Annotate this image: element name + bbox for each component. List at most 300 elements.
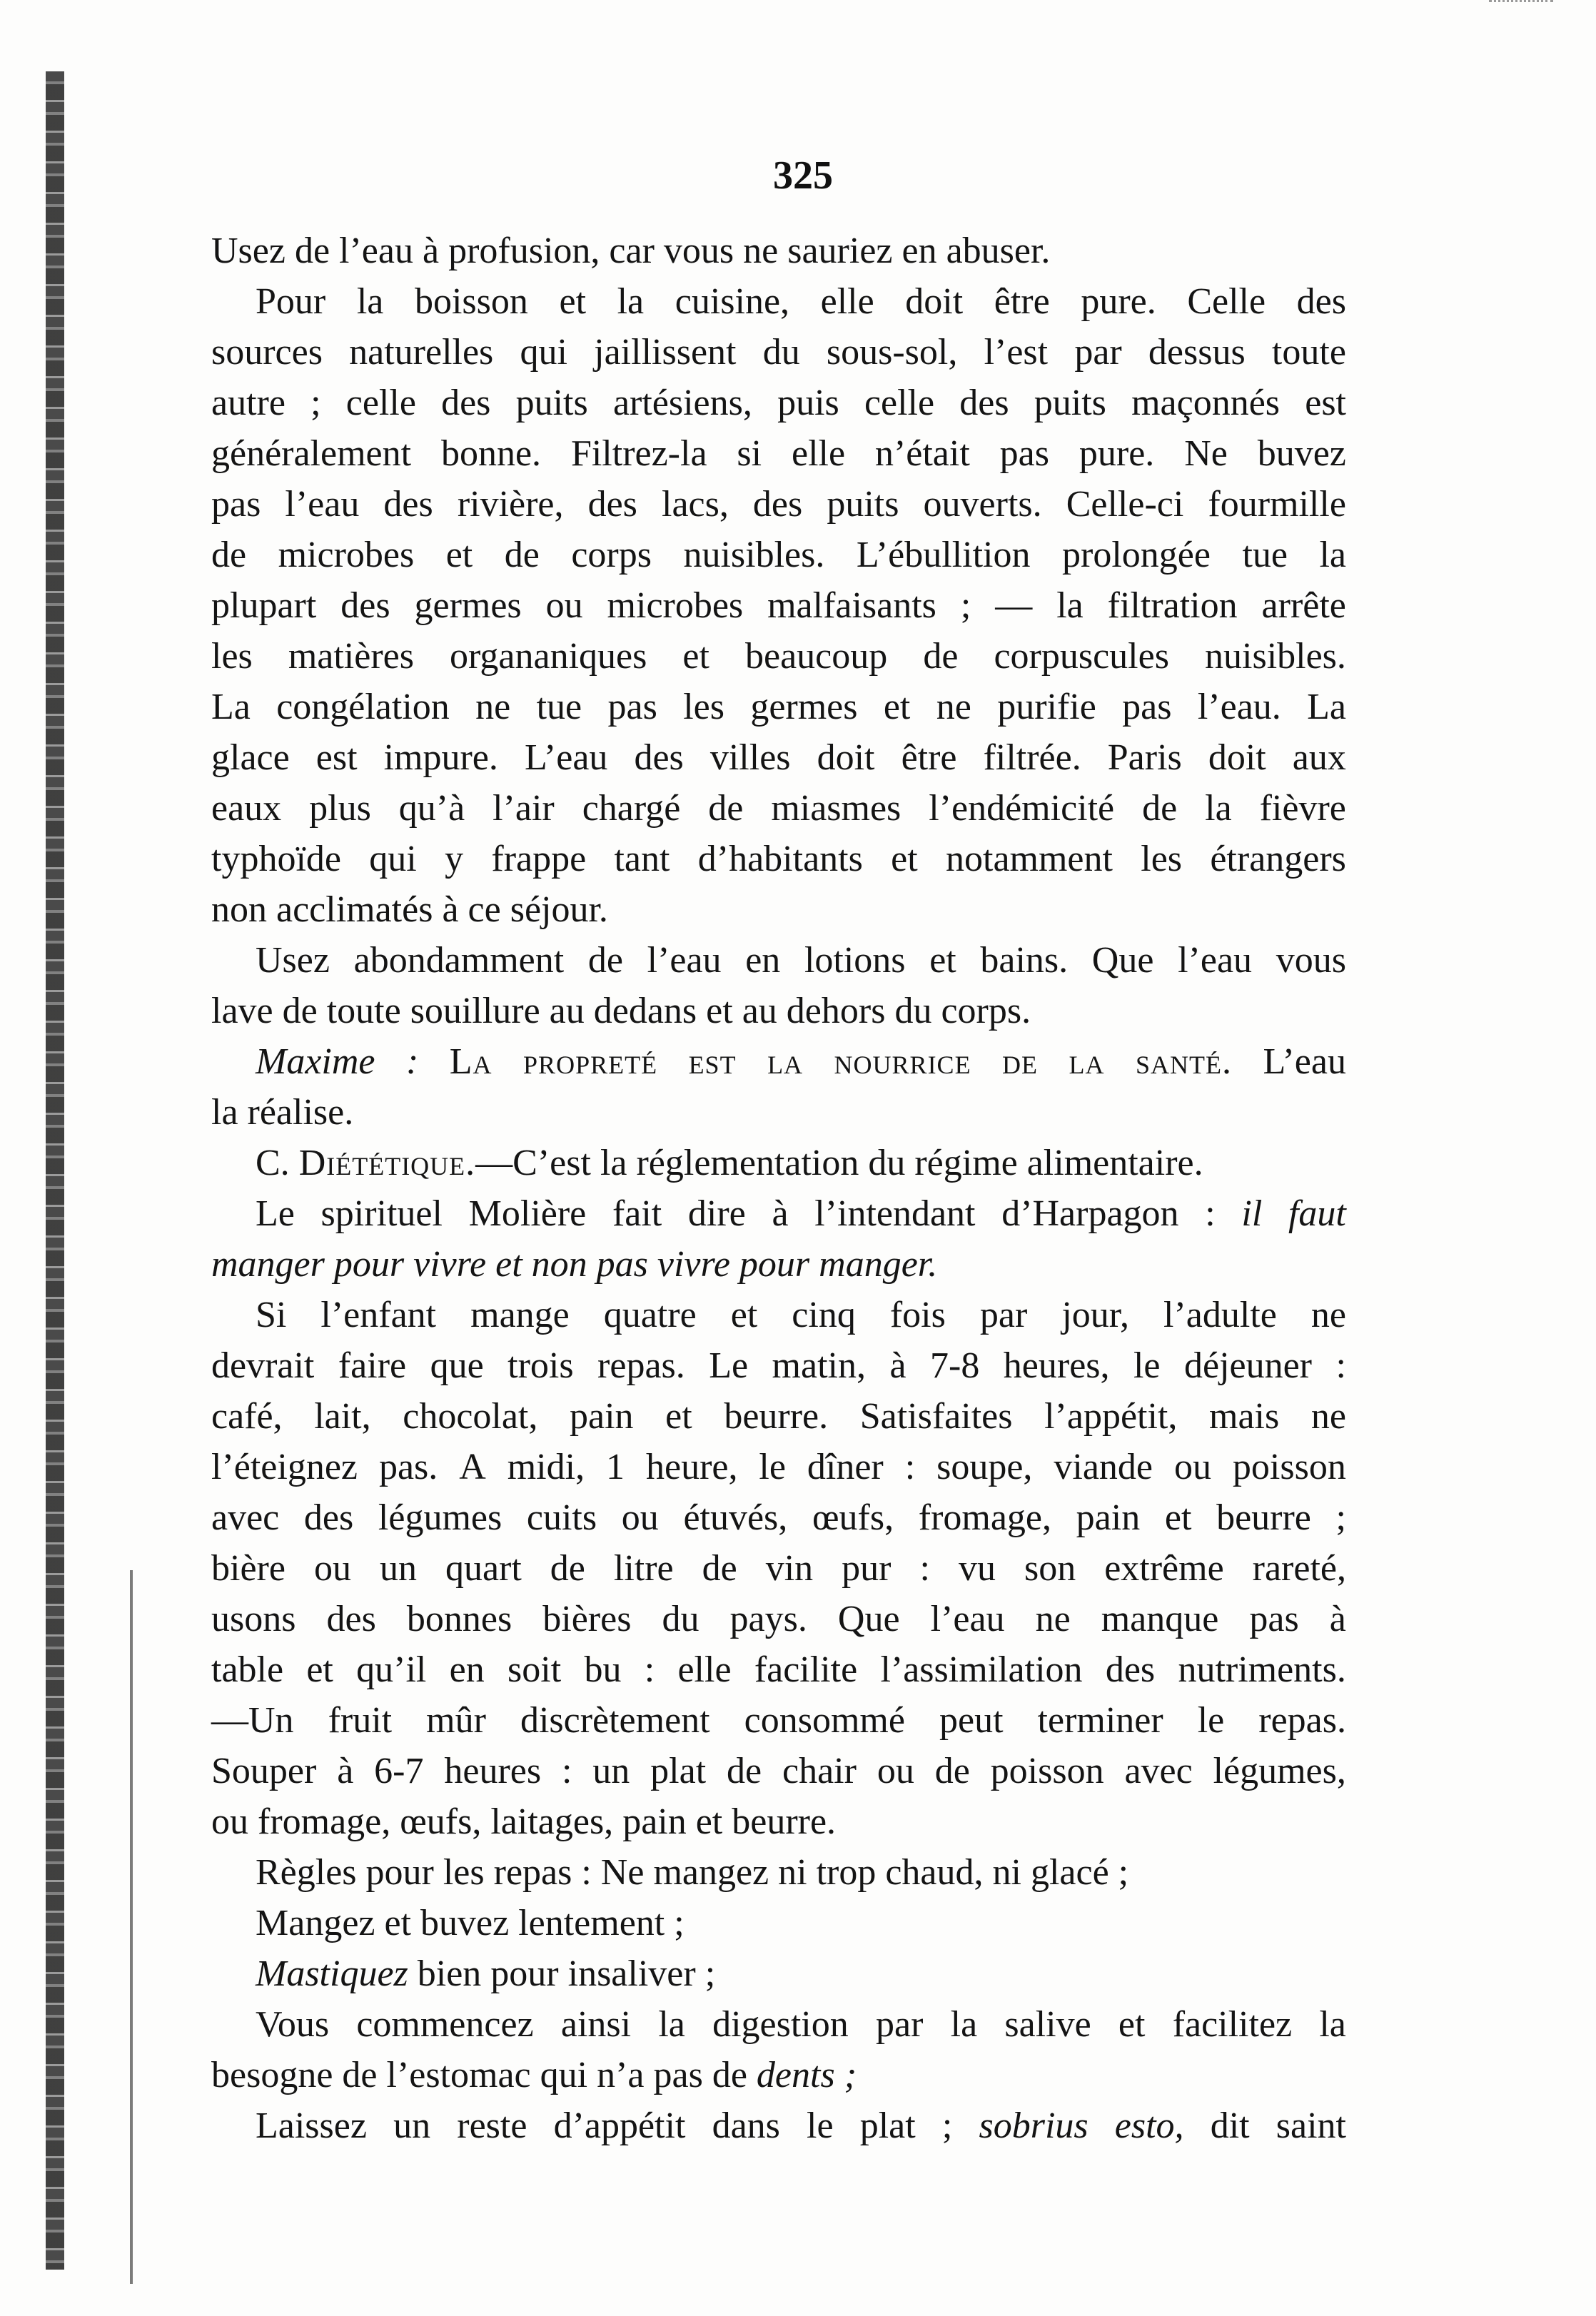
word <box>662 1594 699 1644</box>
word <box>288 631 414 682</box>
word-part: ou <box>211 1801 248 1842</box>
word <box>211 834 341 884</box>
word <box>706 986 742 1036</box>
word-part: notamment <box>946 839 1113 879</box>
word-part: la <box>1319 2004 1346 2045</box>
word <box>653 1847 778 1898</box>
word-part: et <box>883 687 911 727</box>
word-part: table <box>211 1649 284 1690</box>
word-part: trop <box>816 1852 877 1893</box>
word-part: corps <box>571 535 652 575</box>
word-part: un <box>592 1751 630 1791</box>
word <box>1074 327 1121 378</box>
word-part: son <box>1024 1548 1076 1589</box>
word <box>211 1746 316 1796</box>
word <box>283 986 327 1036</box>
word-part: plat <box>650 1751 707 1791</box>
word-part: bien <box>417 1953 482 1994</box>
word-part: besogne <box>211 2055 333 2095</box>
word <box>468 884 510 935</box>
word-part: Souper <box>211 1751 317 1791</box>
word-part: commencez <box>356 2004 534 2045</box>
word-part: nutriments. <box>1178 1649 1346 1690</box>
word-part: et <box>706 991 733 1031</box>
word <box>951 1999 978 2050</box>
word-part: l’eau <box>930 1599 1005 1639</box>
text-line <box>211 1594 1346 1644</box>
word <box>342 2050 386 2100</box>
word <box>1148 327 1246 378</box>
word <box>731 1290 758 1340</box>
word <box>923 631 958 682</box>
word-part: alimentaire. <box>1026 1143 1203 1183</box>
text-line <box>211 1087 1346 1138</box>
word <box>1069 1036 1105 1087</box>
word-part: jour, <box>1061 1295 1130 1335</box>
italic-text: Mastiquez <box>256 1953 408 1994</box>
word <box>256 1999 329 2050</box>
word-part: avec <box>1124 1751 1193 1791</box>
word <box>211 631 253 682</box>
word-part: à <box>889 1345 906 1386</box>
word <box>924 479 1042 530</box>
word-part: eaux <box>211 788 282 829</box>
word <box>959 378 1009 428</box>
word-part: poisson <box>990 1751 1104 1791</box>
italic-text: il <box>1241 1193 1263 1234</box>
word <box>304 1492 353 1543</box>
italic-text: dents <box>756 2055 835 2095</box>
word <box>838 1594 900 1644</box>
word-part: rivière, <box>457 484 564 525</box>
word-part: saint <box>1276 2105 1346 2146</box>
word-part: du <box>894 991 932 1031</box>
small-caps-text: de <box>1002 1041 1039 1082</box>
word-part: œufs, <box>812 1497 894 1538</box>
word <box>469 1188 587 1239</box>
italic-text: pour <box>333 1244 405 1285</box>
word-part: pas. <box>378 1447 438 1487</box>
word-part: Laissez <box>256 2105 367 2146</box>
word-part: et <box>929 940 956 981</box>
word <box>356 1644 426 1695</box>
word <box>450 1036 493 1087</box>
word <box>939 1695 1004 1746</box>
text-line <box>211 378 1346 428</box>
word <box>920 1543 930 1594</box>
word <box>936 682 971 732</box>
word-part: germes <box>414 585 522 626</box>
word-part: ; <box>704 1953 716 1994</box>
word-part: l’eau <box>339 231 413 271</box>
word <box>1335 1340 1345 1391</box>
word <box>860 2100 916 2151</box>
word <box>1174 1442 1211 1492</box>
word <box>1036 1594 1071 1644</box>
word <box>256 276 325 327</box>
text-line <box>211 2050 1346 2100</box>
word <box>712 2100 780 2151</box>
word-part: abuser. <box>946 231 1051 271</box>
word-part: autre <box>211 383 286 423</box>
word <box>821 276 874 327</box>
word <box>309 783 371 834</box>
word <box>894 986 941 1036</box>
word-part: l’intendant <box>814 1193 976 1234</box>
word-part: de <box>587 940 623 981</box>
word-part: et <box>1164 1497 1192 1538</box>
word <box>657 1239 739 1290</box>
word <box>1004 1999 1091 2050</box>
word-part: acclimatés <box>276 889 433 930</box>
word-part: pas <box>1249 1599 1299 1639</box>
word <box>857 530 1031 580</box>
word-part: des <box>1296 281 1346 322</box>
word <box>665 1391 692 1442</box>
word <box>712 2050 757 2100</box>
word <box>256 1290 286 1340</box>
word-part: des <box>383 484 433 525</box>
word <box>753 479 802 530</box>
word <box>997 682 1096 732</box>
word <box>919 1492 1051 1543</box>
word <box>1108 732 1182 783</box>
word-part: dessus <box>1148 332 1246 373</box>
word <box>614 834 670 884</box>
word <box>211 530 246 580</box>
word <box>1249 1594 1298 1644</box>
word <box>767 580 936 631</box>
word <box>495 1239 532 1290</box>
word <box>935 1746 970 1796</box>
word <box>581 1847 600 1898</box>
word-part: de <box>550 1548 585 1589</box>
word-part: Usez <box>256 940 330 981</box>
word-part: par <box>875 2004 924 2045</box>
word-part: C. <box>256 1143 290 1183</box>
word-part: devrait <box>211 1345 315 1386</box>
word-part: La <box>1307 687 1346 727</box>
text-line <box>211 732 1346 783</box>
word <box>759 1442 786 1492</box>
word <box>682 631 709 682</box>
word <box>256 1036 375 1087</box>
text-line <box>211 1898 1346 1948</box>
word <box>1079 428 1154 479</box>
word-part: ne <box>936 687 971 727</box>
word-part: — <box>995 585 1033 626</box>
small-caps-text: La <box>449 1041 493 1082</box>
word <box>647 935 722 986</box>
word <box>662 479 729 530</box>
word-part: légumes, <box>1213 1751 1346 1791</box>
word-part: A <box>459 1447 486 1487</box>
word <box>380 1543 417 1594</box>
word-part: heures <box>444 1751 542 1791</box>
word <box>683 682 724 732</box>
word <box>415 580 522 631</box>
word <box>258 1796 400 1847</box>
word <box>792 428 845 479</box>
word <box>614 1543 674 1594</box>
word <box>384 732 498 783</box>
word <box>399 783 465 834</box>
word <box>420 1898 518 1948</box>
word <box>1133 1340 1161 1391</box>
word <box>211 479 261 530</box>
word <box>777 378 839 428</box>
word <box>622 1796 696 1847</box>
word-part: arrête <box>1261 585 1346 626</box>
word <box>961 580 971 631</box>
word <box>507 1442 585 1492</box>
word <box>1031 1847 1118 1898</box>
word <box>617 276 645 327</box>
word-part: 1 <box>606 1447 625 1487</box>
word <box>594 327 736 378</box>
word-part: d’Harpagon <box>1001 1193 1179 1234</box>
word-part: de <box>1142 788 1178 829</box>
word <box>702 1543 737 1594</box>
word <box>984 327 1049 378</box>
word-part: Le <box>256 1193 295 1234</box>
word <box>1000 428 1049 479</box>
word <box>993 1847 1031 1898</box>
word <box>772 1188 788 1239</box>
word-part: jaillissent <box>594 332 737 373</box>
word <box>646 1442 737 1492</box>
word-part: La <box>211 687 251 727</box>
word-part: cuisine, <box>675 281 790 322</box>
word-part: ; <box>674 1903 685 1943</box>
word-part: et <box>665 1396 692 1437</box>
word-part: lentement <box>518 1903 665 1943</box>
word <box>554 2100 686 2151</box>
word-part: prolongée <box>1062 535 1211 575</box>
word-part: viande <box>1054 1447 1153 1487</box>
word <box>698 834 863 884</box>
word-part: midi, <box>507 1447 585 1487</box>
word-part: et <box>730 1295 758 1335</box>
word-part: le <box>1133 1345 1161 1386</box>
word <box>1004 1340 1110 1391</box>
word <box>712 1999 849 2050</box>
word <box>1263 1036 1346 1087</box>
word <box>475 682 510 732</box>
word-part: qu’il <box>356 1649 427 1690</box>
word-part: à <box>337 1751 354 1791</box>
word-part: Que <box>1091 940 1154 981</box>
word-part: car <box>609 231 655 271</box>
word-part: les <box>211 636 253 677</box>
word <box>276 884 442 935</box>
word <box>1198 1695 1225 1746</box>
word <box>340 580 390 631</box>
italic-text: faut <box>1288 1193 1346 1234</box>
italic-text: manger <box>211 1244 325 1285</box>
word <box>1288 1188 1346 1239</box>
word <box>834 1036 971 1087</box>
word-part: chaud, <box>885 1852 984 1893</box>
word <box>864 378 934 428</box>
word-part: organaniques <box>450 636 647 677</box>
word <box>369 834 416 884</box>
italic-text: pas <box>596 1244 648 1285</box>
word-part: étuvés, <box>683 1497 788 1538</box>
word <box>1258 428 1346 479</box>
word <box>327 986 410 1036</box>
word-part: cuits <box>526 1497 597 1538</box>
word <box>1272 327 1346 378</box>
word-part: repas <box>493 1852 572 1893</box>
word-part: elle <box>677 1649 732 1690</box>
word-part: elle <box>820 281 874 322</box>
word <box>441 378 490 428</box>
word-part: consommé <box>744 1700 905 1741</box>
word-part: : <box>581 1852 592 1893</box>
word <box>442 884 468 935</box>
word-part: l’eau <box>285 484 360 525</box>
word-part: ce <box>468 889 501 930</box>
word <box>445 1543 522 1594</box>
word-part: des <box>752 484 803 525</box>
word-part: vous <box>663 231 734 271</box>
word <box>732 1796 836 1847</box>
word <box>1260 783 1346 834</box>
word-part: l’assimilation <box>880 1649 1083 1690</box>
text-line <box>211 2100 1346 2151</box>
word <box>1104 1543 1223 1594</box>
word <box>507 1644 561 1695</box>
word <box>812 1492 894 1543</box>
word <box>276 682 450 732</box>
word-part: ni <box>778 1852 807 1893</box>
word-part: fièvre <box>1259 788 1346 829</box>
word <box>588 935 623 986</box>
word <box>688 1188 746 1239</box>
word <box>211 1594 296 1644</box>
word <box>211 226 295 276</box>
word <box>516 378 588 428</box>
word-part: ne <box>475 687 511 727</box>
binding-edge-line <box>130 1570 133 2284</box>
word-part: l’eau. <box>1197 687 1281 727</box>
word <box>470 1290 570 1340</box>
text-line <box>211 1391 1346 1442</box>
word <box>490 1948 567 1999</box>
word <box>1024 1543 1076 1594</box>
word-part: maçonnés <box>1131 383 1281 423</box>
word-part: dans <box>712 2105 780 2146</box>
word-part: Filtrez-la <box>570 433 707 474</box>
word <box>403 1391 537 1442</box>
text-line <box>211 1290 1346 1340</box>
word-part: plupart <box>211 585 317 626</box>
word <box>608 682 657 732</box>
text-line <box>211 1948 1346 1999</box>
word-part: l’appétit, <box>1044 1396 1178 1437</box>
word <box>1173 1999 1292 2050</box>
word-part: cinq <box>792 1295 856 1335</box>
text-line <box>211 1138 1346 1188</box>
word-part: doit <box>817 737 875 778</box>
text-line <box>211 530 1346 580</box>
word <box>754 1644 857 1695</box>
word <box>1054 1442 1153 1492</box>
word <box>930 1340 979 1391</box>
word <box>742 986 787 1036</box>
word-part: : <box>644 1649 655 1690</box>
word <box>306 1644 333 1695</box>
word-part: tant <box>614 839 670 879</box>
text-line <box>211 1442 1346 1492</box>
word <box>1108 580 1238 631</box>
word <box>767 1036 803 1087</box>
word <box>936 1442 1032 1492</box>
word-part: repas. <box>597 1345 685 1386</box>
word-part: puits <box>1034 383 1106 423</box>
word-part: boisson <box>414 281 528 322</box>
word-part: fruit <box>328 1700 393 1741</box>
word-part: ; <box>1118 1852 1129 1893</box>
word <box>607 580 744 631</box>
word <box>546 580 583 631</box>
word <box>387 2050 540 2100</box>
word <box>211 986 283 1036</box>
word-part: est <box>1305 383 1346 423</box>
word-part: germes <box>750 687 858 727</box>
word-part: Satisfaites <box>859 1396 1013 1437</box>
small-caps-text: la <box>1069 1041 1105 1082</box>
word <box>211 1340 314 1391</box>
word <box>817 732 875 783</box>
word <box>787 986 895 1036</box>
word-part: du <box>762 332 800 373</box>
word-part: qu’à <box>398 788 465 829</box>
word-part: Paris <box>1107 737 1182 778</box>
word-part: poisson <box>1232 1447 1346 1487</box>
word-part: ne <box>1310 1295 1346 1335</box>
word-part: Usez <box>211 231 286 271</box>
word-part: en <box>901 231 937 271</box>
word <box>1319 530 1346 580</box>
word <box>807 2100 834 2151</box>
word <box>1106 1644 1155 1695</box>
word-part: d’habitants <box>697 839 863 879</box>
word-part: artésiens, <box>612 383 752 423</box>
word <box>1233 1442 1346 1492</box>
word <box>1208 732 1266 783</box>
word <box>1253 1543 1346 1594</box>
word-part: : <box>904 1447 916 1487</box>
word-part: sauriez <box>787 231 893 271</box>
word-part: des <box>634 737 684 778</box>
word-part: plus <box>309 788 371 829</box>
word <box>532 1239 597 1290</box>
word-part: Mangez <box>256 1903 375 1943</box>
word-part: de <box>712 2055 747 2095</box>
word-part: Celle <box>1187 281 1266 322</box>
word-part: Molière <box>468 1193 587 1234</box>
word-part: pour <box>365 1852 434 1893</box>
word <box>310 378 320 428</box>
word-part: le <box>807 2105 834 2146</box>
word <box>807 1442 884 1492</box>
word <box>1044 1391 1177 1442</box>
word <box>1001 1188 1178 1239</box>
word-part: lave <box>211 991 273 1031</box>
word-part: l’air <box>493 788 555 829</box>
